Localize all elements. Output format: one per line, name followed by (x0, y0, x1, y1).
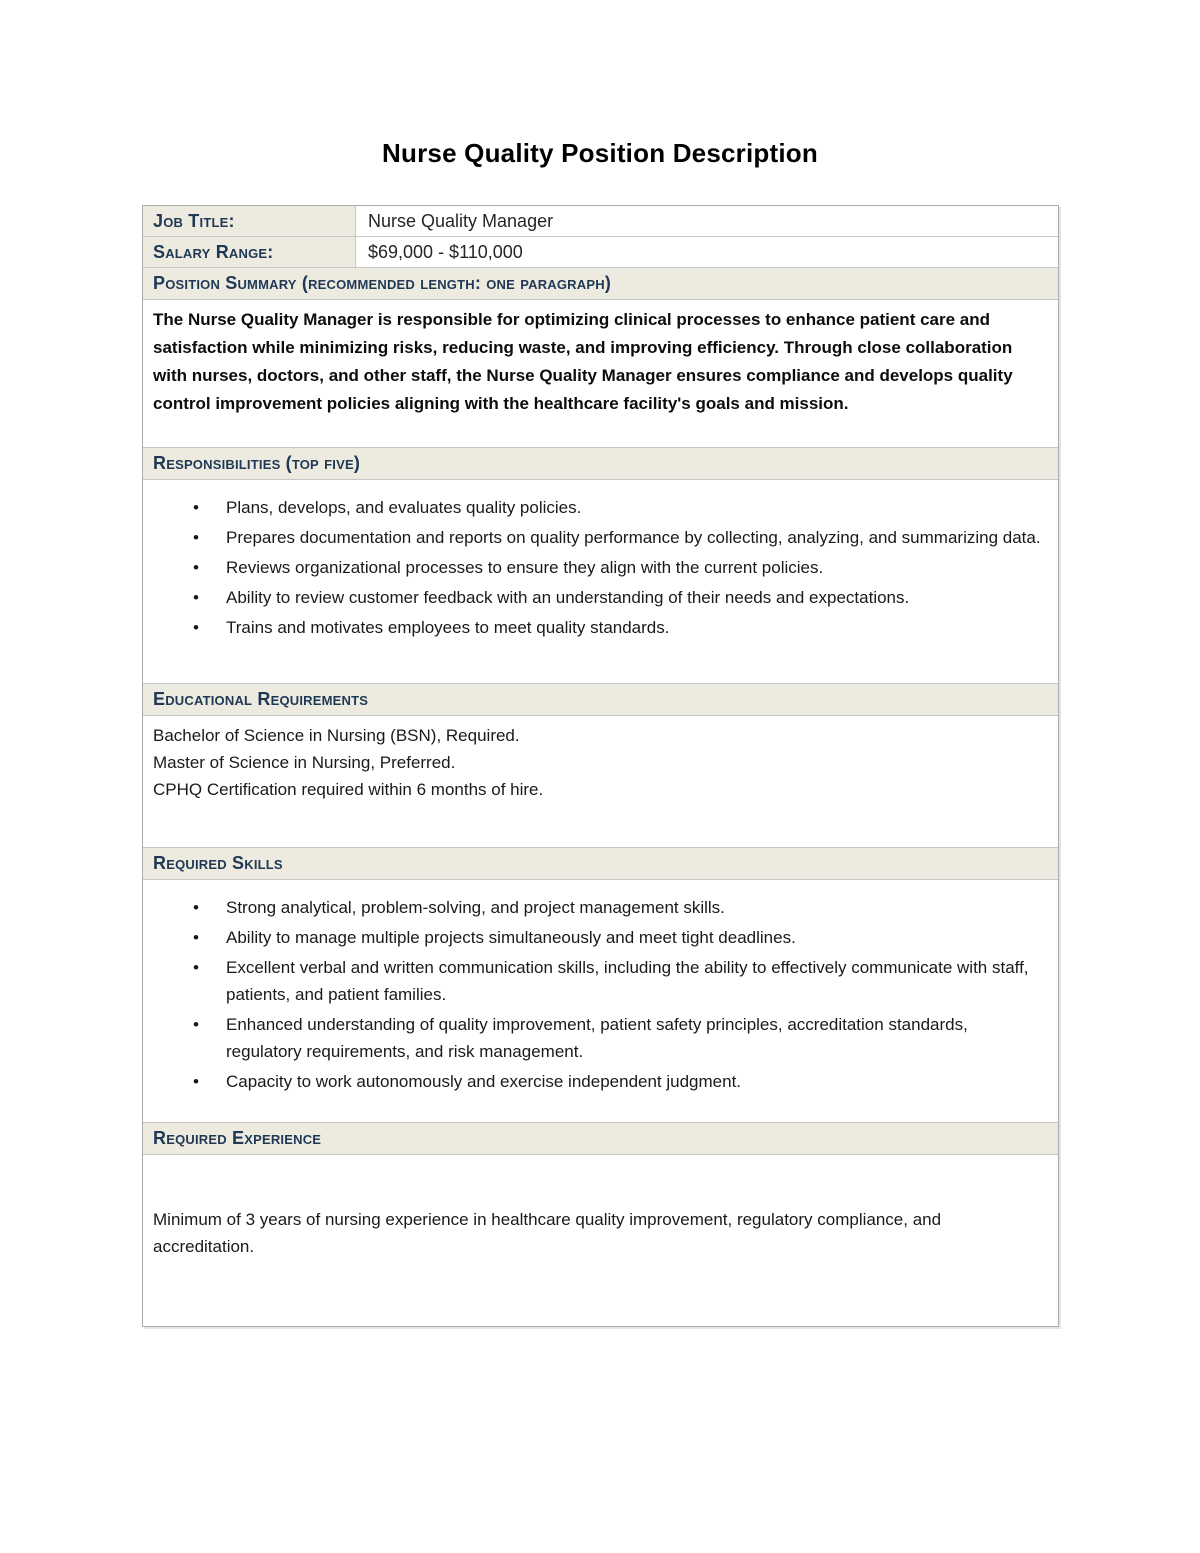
job-title-label: Job Title: (153, 211, 235, 231)
skill-item: • Excellent verbal and written communication skills, including the ability to effectively communicate with staff, patients, and patient families. (153, 954, 1046, 1008)
education-line: CPHQ Certification required within 6 months of hire. (153, 780, 544, 799)
required-experience-header (143, 1123, 1058, 1155)
educational-requirements-header (143, 684, 1058, 716)
document-title: Nurse Quality Position Description (382, 138, 818, 168)
required-experience-cell (143, 1155, 1058, 1326)
educational-requirements-cell (143, 716, 1058, 848)
skill-item: • Capacity to work autonomously and exercise independent judgment. (153, 1068, 1046, 1095)
position-summary-heading: Position Summary (recommended length: one paragraph) (153, 273, 612, 293)
education-line: Bachelor of Science in Nursing (BSN), Required. (153, 726, 520, 745)
skill-item: • Enhanced understanding of quality improvement, patient safety principles, accreditation standards, regulatory requirements, and risk management. (153, 1011, 1046, 1065)
skill-item: • Strong analytical, problem-solving, and project management skills. (153, 894, 1046, 921)
responsibility-item: • Reviews organizational processes to ensure they align with the current policies. (153, 554, 1046, 581)
responsibility-item: • Plans, develops, and evaluates quality policies. (153, 494, 1046, 521)
required-experience-body: Minimum of 3 years of nursing experience in healthcare quality improvement, regulatory compliance, and accreditation. (153, 1210, 942, 1256)
job-title-value: Nurse Quality Manager (356, 206, 1058, 236)
responsibilities-cell (143, 480, 1058, 684)
job-title-label-cell (143, 206, 356, 236)
responsibilities-header (143, 448, 1058, 480)
skill-item: • Ability to manage multiple projects simultaneously and meet tight deadlines. (153, 924, 1046, 951)
position-summary-body: The Nurse Quality Manager is responsible for optimizing clinical processes to enhance patient care and satisfaction while minimizing risks, reducing waste, and improving efficiency. Through close collaboration with nurses, doctors, and other staff, the Nurse Quality Manager ensures compliance and develops quality control improvement policies aligning with the healthcare facility's goals and mission. (143, 300, 1058, 448)
salary-range-value: $69,000 - $110,000 (356, 237, 1058, 267)
responsibilities-list (153, 494, 1046, 641)
position-description-table (142, 205, 1059, 1327)
educational-requirements-heading: Educational Requirements (153, 689, 369, 709)
salary-range-row (143, 237, 1058, 268)
position-summary-header (143, 268, 1058, 300)
responsibilities-heading: Responsibilities (top five) (153, 453, 361, 473)
salary-range-label-cell (143, 237, 356, 267)
required-skills-header (143, 848, 1058, 880)
job-title-row (143, 206, 1058, 237)
responsibility-item: • Ability to review customer feedback with an understanding of their needs and expectations. (153, 584, 1046, 611)
responsibility-item: • Prepares documentation and reports on quality performance by collecting, analyzing, and summarizing data. (153, 524, 1046, 551)
salary-range-label: Salary Range: (153, 242, 274, 262)
education-line: Master of Science in Nursing, Preferred. (153, 753, 456, 772)
required-skills-cell (143, 880, 1058, 1123)
required-skills-heading: Required Skills (153, 853, 283, 873)
required-experience-heading: Required Experience (153, 1128, 322, 1148)
responsibility-item: • Trains and motivates employees to meet quality standards. (153, 614, 1046, 641)
required-skills-list (153, 894, 1046, 1095)
